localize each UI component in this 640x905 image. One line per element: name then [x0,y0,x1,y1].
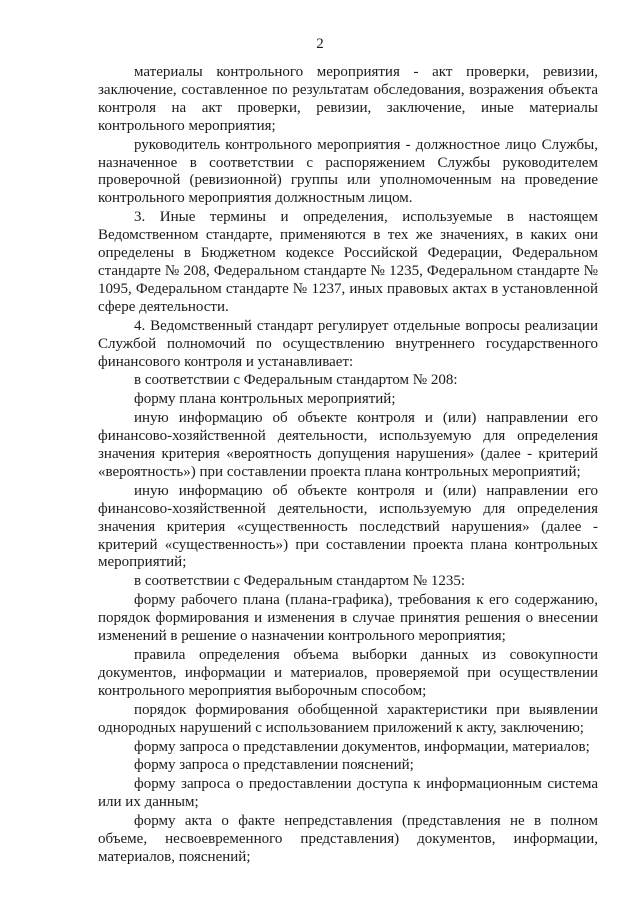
paragraph-item-4: 4. Ведомственный стандарт регулирует отдельные вопросы реализации Службой полномочий по осуществлению внутреннего государственного финансового контроля и устанавливает: [98,317,598,370]
paragraph-probability-info: иную информацию об объекте контроля и (или) направлении его финансово-хозяйственной деятельности, используемую для определения значения критерия «вероятность допущения нарушения» (далее - критерий «вероятность») при составлении проекта плана контрольных мероприятий; [98,410,598,480]
paragraph-plan-form: форму плана контрольных мероприятий; [134,391,396,408]
paragraph-standard-208: в соответствии с Федеральным стандартом № 208: [134,372,458,389]
paragraph-explanations-request: форму запроса о представлении пояснений; [134,757,414,774]
paragraph-item-3: 3. Иные термины и определения, используемые в настоящем Ведомственном стандарте, применяются в тех же значениях, в каких они определены в Бюджетном кодексе Российской Федерации, Федеральном стандарте № 208, Федеральном стандарте № 1235, Федеральном стандарте № 1095, Федеральном стандарте № 1237, иных правовых актах в установленной сфере деятельности. [98,209,598,315]
paragraph-sample-rules: правила определения объема выборки данных из совокупности документов, информации и материалов, проверяемой при осуществлении контрольного мероприятия выборочным способом; [98,647,598,699]
paragraph-access-request: форму запроса о предоставлении доступа к информационным система или их данным; [98,776,598,811]
paragraph-summary-characteristic: порядок формирования обобщенной характеристики при выявлении однородных нарушений с использованием приложений к акту, заключению; [98,701,598,736]
paragraph-significance-info: иную информацию об объекте контроля и (или) направлении его финансово-хозяйственной деятельности, используемую для определения значения критерия «существенность последствий нарушения» (далее - критерий «существенность») при составлении проекта плана контрольных мероприятий; [98,482,598,571]
document-body [98,64,598,868]
paragraph-work-plan-form: форму рабочего плана (плана-графика), требования к его содержанию, порядок формирования и изменения в случае принятия решения о внесении изменений в решение о назначении контрольного мероприятия; [98,592,598,645]
paragraph-nonsubmission-act: форму акта о факте непредставления (представления не в полном объеме, несвоевременного представления) документов, информации, материалов, пояснений; [98,813,598,865]
paragraph-control-materials: материалы контрольного мероприятия - акт проверки, ревизии, заключение, составленное по результатам обследования, возражения объекта контроля на акт проверки, ревизии, заключение, иные материалы контрольного мероприятия; [98,64,598,134]
paragraph-documents-request: форму запроса о представлении документов, информации, материалов; [134,738,590,755]
paragraph-standard-1235: в соответствии с Федеральным стандартом № 1235: [134,573,466,590]
paragraph-control-head: руководитель контрольного мероприятия - должностное лицо Службы, назначенное в соответствии с распоряжением Службы руководителем проверочной (ревизионной) группы или уполномоченным на проведение контрольного мероприятия должностным лицом. [98,136,598,207]
page-number: 2 [316,36,324,52]
